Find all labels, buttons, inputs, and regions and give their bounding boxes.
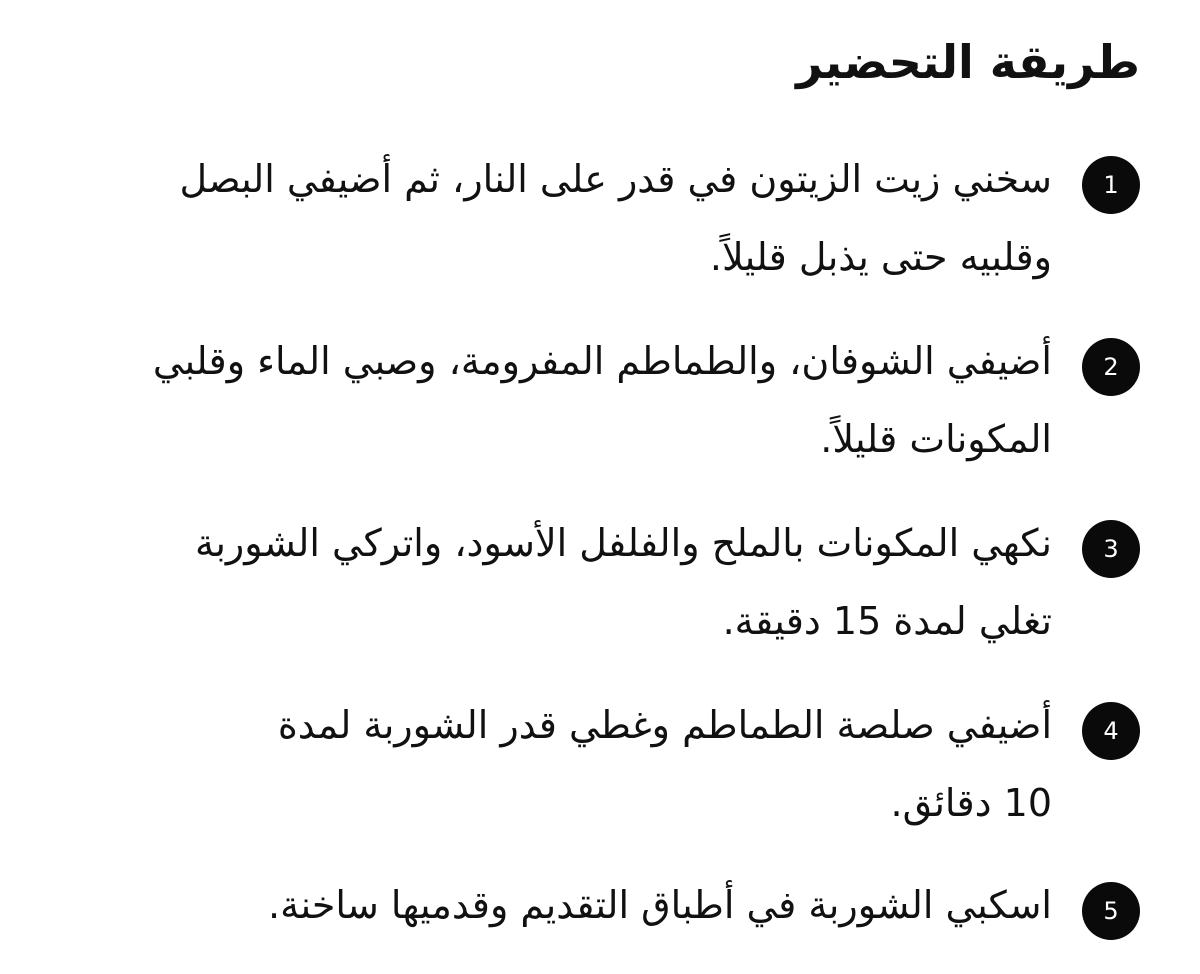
step-text	[179, 140, 1052, 296]
step-number-badge: 1	[1082, 156, 1140, 214]
step-item-3	[40, 504, 1140, 660]
step-number-badge: 3	[1082, 520, 1140, 578]
step-text	[278, 686, 1052, 842]
step-item-5	[40, 866, 1140, 944]
step-text-line: اسكبي الشوربة في أطباق التقديم وقدميها ساخنة.	[268, 883, 1052, 927]
section-title: طريقة التحضير	[796, 35, 1140, 89]
step-text-line: سخني زيت الزيتون في قدر على النار، ثم أضيفي البصل	[179, 157, 1052, 201]
step-text-line: أضيفي الشوفان، والطماطم المفرومة، وصبي الماء وقلبي	[152, 339, 1052, 383]
step-item-1	[40, 140, 1140, 296]
step-text-line: أضيفي صلصة الطماطم وغطي قدر الشوربة لمدة	[277, 703, 1052, 747]
step-text	[195, 504, 1052, 660]
step-item-2	[40, 322, 1140, 478]
step-text-line: تغلي لمدة 15 دقيقة.	[722, 599, 1052, 643]
step-item-4	[40, 686, 1140, 842]
step-number-badge: 4	[1082, 702, 1140, 760]
step-text	[268, 866, 1052, 944]
step-number-badge: 2	[1082, 338, 1140, 396]
step-text-line: المكونات قليلاً.	[820, 417, 1052, 461]
step-text-line: وقلبيه حتى يذبل قليلاً.	[709, 235, 1052, 279]
step-text	[153, 322, 1052, 478]
step-number-badge: 5	[1082, 882, 1140, 940]
step-text-line: 10 دقائق.	[890, 781, 1052, 825]
step-text-line: نكهي المكونات بالملح والفلفل الأسود، واتركي الشوربة	[194, 521, 1052, 565]
